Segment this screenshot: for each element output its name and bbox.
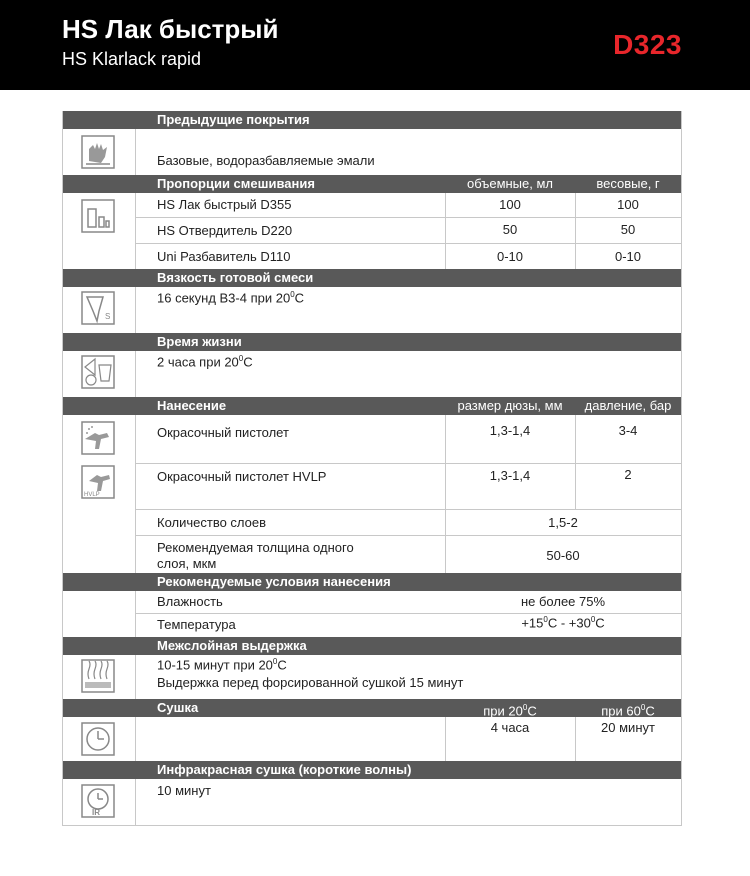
- section-ir: [63, 761, 681, 825]
- ir-time: 10 минут: [157, 783, 211, 798]
- hvlp-icon-label: HVLP: [84, 492, 100, 498]
- section-potlife: [63, 333, 681, 397]
- section-body: [63, 129, 681, 175]
- unit: С: [527, 703, 537, 719]
- product-subtitle: HS Klarlack rapid: [62, 49, 202, 69]
- pressure-value: 2: [624, 467, 632, 482]
- humidity-label: Влажность: [157, 594, 223, 609]
- pot-life-icon: [81, 355, 115, 389]
- nozzle-value: 1,3-1,4: [489, 423, 531, 438]
- table-row: [63, 249, 681, 269]
- potlife-value: 2 часа при 20: [157, 354, 239, 370]
- tool-name: Окрасочный пистолет: [157, 425, 289, 440]
- section-header: [63, 637, 681, 655]
- section-header: [63, 175, 681, 193]
- section-body: [63, 287, 681, 333]
- icon-cell: [63, 351, 136, 397]
- icon-cell: [63, 779, 136, 825]
- section-title: Межслойная выдержка: [157, 638, 307, 653]
- section-body: [63, 779, 681, 825]
- section-title: Инфракрасная сушка (короткие волны): [157, 762, 412, 777]
- component-name: HS Отвердитель D220: [157, 223, 293, 238]
- degree-sup: 0: [522, 703, 528, 712]
- section-body: [63, 655, 681, 699]
- hvlp-spray-gun-icon: [81, 465, 115, 499]
- ir-icon-label: IR: [92, 808, 100, 817]
- product-code: D323: [613, 29, 682, 60]
- viscosity-cup-icon: [81, 291, 115, 325]
- section-header: [63, 269, 681, 287]
- thickness-value: 50-60: [546, 548, 580, 563]
- product-title: HS Лак быстрый: [62, 14, 279, 44]
- col-60c-header: при 60: [601, 703, 641, 719]
- unit: С: [243, 354, 253, 370]
- section-title: Пропорции смешивания: [157, 176, 315, 191]
- coats-value: 1,5-2: [548, 515, 578, 530]
- section-viscosity: [63, 269, 681, 333]
- clock-icon: [81, 722, 115, 756]
- section-mixing: [63, 175, 681, 269]
- section-header: [63, 573, 681, 591]
- unit: С: [645, 703, 655, 719]
- degree-sup: 0: [238, 354, 244, 363]
- section-header: [63, 397, 681, 415]
- section-body: [63, 351, 681, 397]
- humidity-value: не более 75%: [520, 594, 606, 609]
- col-weight-header: весовые, г: [596, 176, 660, 191]
- spray-gun-icon: [81, 421, 115, 455]
- component-name: HS Лак быстрый D355: [157, 197, 292, 212]
- flash-time: 10-15 минут при 20: [157, 657, 273, 673]
- table-row: [63, 197, 681, 217]
- icon-cell: [63, 591, 136, 637]
- temperature-label: Температура: [157, 617, 236, 632]
- section-body: [63, 717, 681, 761]
- section-header: [63, 111, 681, 129]
- drying-20c-value: 4 часа: [490, 720, 530, 735]
- temp-min: +15: [521, 615, 544, 631]
- col-20c-header: при 20: [483, 703, 523, 719]
- section-body: [63, 193, 681, 269]
- icon-cell: [63, 655, 136, 699]
- spec-table: [62, 111, 682, 826]
- section-header: [63, 699, 681, 717]
- section-body: [63, 415, 681, 573]
- section-header: [63, 333, 681, 351]
- volume-value: 100: [499, 197, 521, 212]
- col-volume-header: объемные, мл: [466, 176, 554, 191]
- temp-mid: С - +30: [547, 615, 591, 631]
- nozzle-value: 1,3-1,4: [489, 468, 531, 483]
- section-flash: [63, 637, 681, 699]
- drying-60c-value: 20 минут: [601, 720, 655, 735]
- icon-cell: [63, 717, 136, 761]
- degree-sup: 0: [290, 290, 295, 299]
- weight-value: 50: [620, 222, 636, 237]
- infrared-icon: [81, 784, 115, 818]
- thickness-label-1: Рекомендуемая толщина одного: [157, 540, 354, 555]
- weight-value: 0-10: [614, 249, 642, 264]
- section-drying: [63, 699, 681, 761]
- section-previous: [63, 111, 681, 175]
- viscosity-value: 16 секунд В3-4 при 20: [157, 290, 291, 306]
- section-title: Время жизни: [157, 334, 242, 349]
- degree-sup: 0: [640, 703, 646, 712]
- section-body: [63, 591, 681, 637]
- degree-sup: 0: [590, 615, 596, 624]
- section-title: Рекомендуемые условия нанесения: [157, 574, 391, 589]
- section-title: Сушка: [157, 700, 199, 715]
- flash-forced-text: Выдержка перед форсированной сушкой 15 минут: [157, 675, 464, 690]
- icon-cell: [63, 287, 136, 333]
- volume-value: 0-10: [496, 249, 524, 264]
- unit: С: [277, 657, 287, 673]
- svg-text:S: S: [105, 312, 111, 321]
- degree-sup: 0: [272, 657, 278, 666]
- icon-cell: [63, 415, 136, 573]
- component-name: Uni Разбавитель D110: [157, 249, 291, 264]
- section-title: Предыдущие покрытия: [157, 112, 310, 127]
- table-row: [63, 222, 681, 242]
- section-header: [63, 761, 681, 779]
- coats-label: Количество слоев: [157, 515, 267, 530]
- section-title: Нанесение: [157, 398, 227, 413]
- temp-unit: С: [595, 615, 605, 631]
- header: [0, 0, 750, 90]
- tool-name: Окрасочный пистолет HVLP: [157, 469, 327, 484]
- previous-coating-text: Базовые, водоразбавляемые эмали: [157, 153, 375, 168]
- pressure-value: 3-4: [618, 423, 638, 438]
- flash-off-icon: [81, 659, 115, 693]
- section-conditions: [63, 573, 681, 637]
- section-title: Вязкость готовой смеси: [157, 270, 314, 285]
- weight-value: 100: [617, 197, 639, 212]
- col-pressure-header: давление, бар: [584, 398, 672, 413]
- volume-value: 50: [502, 222, 518, 237]
- col-nozzle-header: размер дюзы, мм: [457, 398, 563, 413]
- section-application: [63, 397, 681, 573]
- thickness-label-2: слоя, мкм: [157, 556, 217, 571]
- unit: С: [294, 290, 305, 306]
- degree-sup: 0: [543, 615, 548, 624]
